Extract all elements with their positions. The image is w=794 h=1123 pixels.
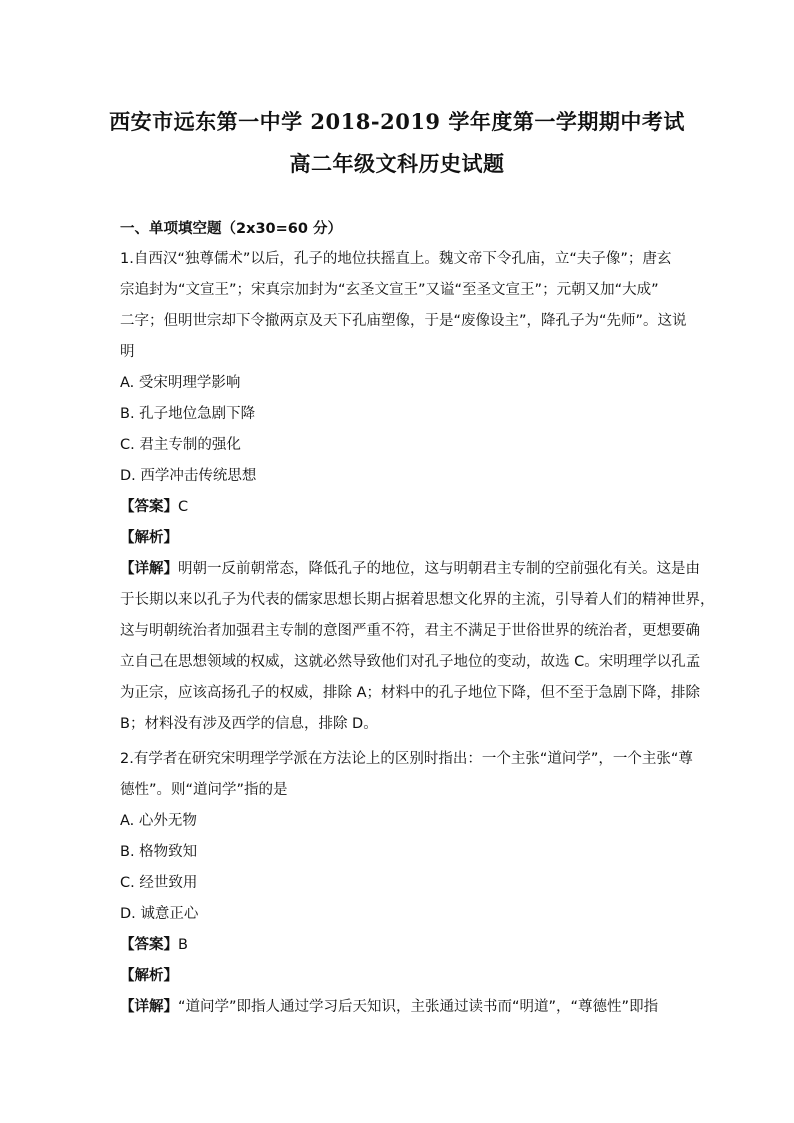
answer-value: C bbox=[178, 499, 189, 515]
question-text-line: 德性”。则“道问学”指的是 bbox=[120, 782, 288, 798]
exam-subtitle: 高二年级文科历史试题 bbox=[289, 151, 505, 176]
option-b: B. 孔子地位急剧下降 bbox=[120, 406, 256, 422]
exam-title: 西安市远东第一中学 2018-2019 学年度第一学期期中考试 bbox=[109, 109, 685, 134]
option-c: C. 经世致用 bbox=[120, 875, 198, 891]
detail-text: 明朝一反前朝常态，降低孔子的地位，这与明朝君主专制的空前强化有关。这是由 bbox=[178, 561, 700, 577]
answer-label: 【答案】 bbox=[120, 499, 178, 515]
question-text-line: 宗追封为“文宣王”；宋真宗加封为“玄圣文宣王”又谥“至圣文宣王”；元朝又加“大成” bbox=[120, 282, 659, 298]
answer-value: B bbox=[178, 937, 188, 953]
analysis-label: 【解析】 bbox=[120, 530, 178, 546]
question-2 bbox=[120, 744, 693, 1023]
detail-label: 【详解】 bbox=[120, 999, 178, 1015]
question-text-line: 二字；但明世宗却下令撤两京及天下孔庙塑像，于是“废像设主”，降孔子为“先师”。这说 bbox=[120, 313, 687, 329]
question-1 bbox=[120, 244, 715, 740]
analysis-label: 【解析】 bbox=[120, 968, 178, 984]
detail-line bbox=[120, 554, 700, 585]
option-a: A. 心外无物 bbox=[120, 813, 197, 829]
detail-label: 【详解】 bbox=[120, 561, 178, 577]
detail-line bbox=[120, 992, 680, 1023]
detail-text: “道问学”即指人通过学习后天知识，主张通过读书而“明道”，“尊德性”即指 bbox=[178, 999, 659, 1015]
answer-line bbox=[120, 930, 680, 961]
option-b: B. 格物致知 bbox=[120, 844, 198, 860]
option-a: A. 受宋明理学影响 bbox=[120, 375, 241, 391]
option-d: D. 诚意正心 bbox=[120, 906, 199, 922]
question-text-line: 2.有学者在研究宋明理学学派在方法论上的区别时指出：一个主张“道问学”，一个主张“尊 bbox=[120, 751, 693, 767]
detail-text: 这与明朝统治者加强君主专制的意图严重不符，君主不满足于世俗世界的统治者，更想要确 bbox=[120, 623, 700, 639]
detail-text: 于长期以来以孔子为代表的儒家思想长期占据着思想文化界的主流，引导着人们的精神世界， bbox=[120, 592, 715, 608]
question-text-line: 明 bbox=[120, 344, 135, 360]
detail-text: 立自己在思想领域的权威，这就必然导致他们对孔子地位的变动，故选 C。宋明理学以孔孟 bbox=[120, 654, 701, 670]
answer-line bbox=[120, 492, 680, 523]
detail-text: 为正宗，应该高扬孔子的权威，排除 A；材料中的孔子地位下降，但不至于急剧下降，排除 bbox=[120, 685, 701, 701]
detail-text: B；材料没有涉及西学的信息，排除 D。 bbox=[120, 716, 378, 732]
question-text-line: 1.自西汉“独尊儒术”以后，孔子的地位扶摇直上。魏文帝下令孔庙，立“夫子像”；唐玄 bbox=[120, 251, 672, 267]
option-c: C. 君主专制的强化 bbox=[120, 437, 241, 453]
section-heading: 一、单项填空题（2x30=60 分） bbox=[120, 221, 342, 237]
option-d: D. 西学冲击传统思想 bbox=[120, 468, 257, 484]
answer-label: 【答案】 bbox=[120, 937, 178, 953]
